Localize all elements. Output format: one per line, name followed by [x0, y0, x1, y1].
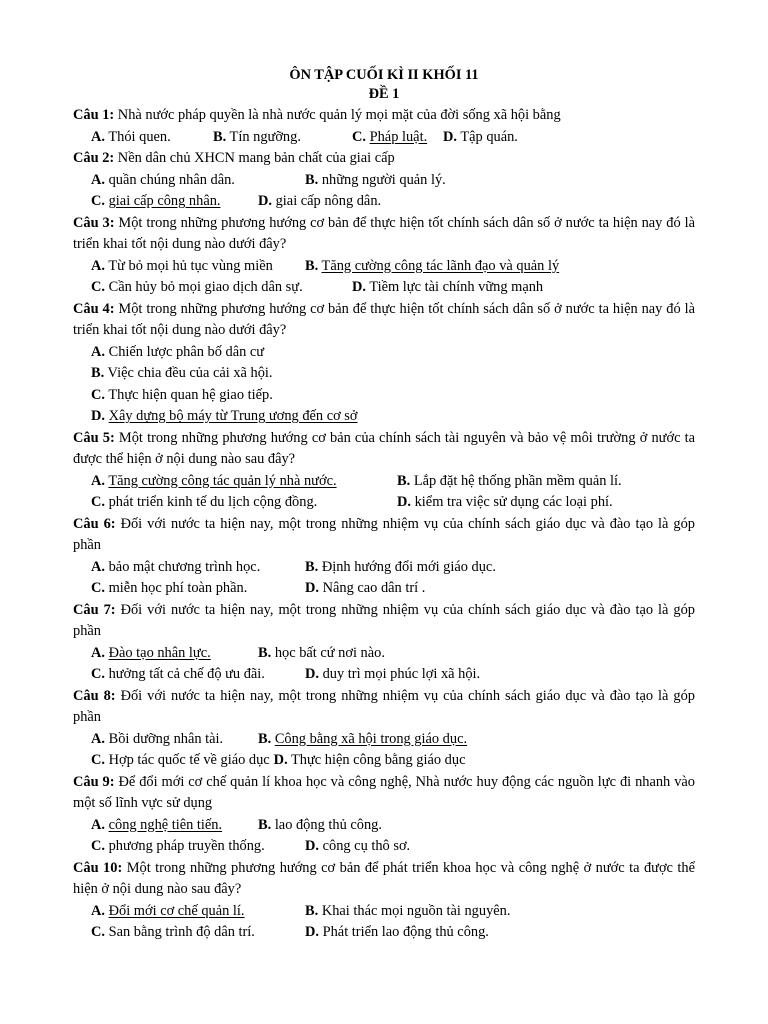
question-stem [73, 514, 695, 557]
page-title: ÔN TẬP CUỐI KÌ II KHỐI 11 [289, 67, 479, 83]
page-subtitle: ĐỀ 1 [368, 86, 400, 102]
options [73, 815, 695, 858]
options-row [91, 256, 695, 278]
question-stem [73, 213, 695, 256]
option-b: B. lao động thủ công. [258, 816, 382, 833]
question-stem [73, 105, 695, 127]
question-10 [73, 858, 695, 944]
question-label: Câu 8: [73, 687, 116, 704]
option-b: B. Tín ngưỡng. [213, 128, 301, 145]
options [73, 170, 695, 213]
question-stem [73, 428, 695, 471]
options [73, 643, 695, 686]
option-a: A. Từ bỏ mọi hủ tục vùng miền [91, 257, 273, 274]
options-row [91, 643, 695, 665]
question-4 [73, 299, 695, 428]
question-6 [73, 514, 695, 600]
options-row [91, 901, 695, 923]
options-row [91, 836, 695, 858]
question-8 [73, 686, 695, 772]
option-b: B. Định hướng đổi mới giáo dục. [305, 558, 496, 575]
question-text: Nền dân chủ XHCN mang bản chất của giai cấp [117, 150, 395, 166]
question-7 [73, 600, 695, 686]
option-d: D. Tiềm lực tài chính vững mạnh [352, 279, 544, 295]
option-b: B. Việc chia đều của cải xã hội. [91, 365, 273, 381]
options [73, 127, 695, 149]
option-a: A. bảo mật chương trình học. [91, 558, 261, 575]
option-b: B. Tăng cường công tác lãnh đạo và quản lý [305, 257, 560, 274]
option-a: A. Thói quen. [91, 128, 171, 145]
options-row [91, 385, 695, 407]
option-c: C. hưởng tất cả chế độ ưu đãi. [91, 666, 265, 682]
option-b: B. Công bằng xã hội trong giáo dục. [258, 730, 468, 747]
question-label: Câu 3: [73, 214, 115, 231]
option-d: D. Thực hiện công bằng giáo dục [273, 752, 466, 768]
option-a: A. Chiến lược phân bố dân cư [91, 343, 265, 360]
options-row [91, 363, 695, 385]
question-stem [73, 299, 695, 342]
question-text: Một trong những phương hướng cơ bản để thực hiện tốt chính sách dân số ở nước ta hiện nay đó là triển khai tốt nội dung nào dưới đây? [73, 214, 695, 252]
option-c: C. Thực hiện quan hệ giao tiếp. [91, 386, 273, 403]
option-b: B. học bất cứ nơi nào. [258, 644, 385, 661]
option-d: D. Xây dựng bộ máy từ Trung ương đến cơ sở [91, 408, 358, 424]
options-row [91, 191, 695, 213]
options-row [91, 729, 695, 751]
options-row [91, 750, 695, 772]
question-3 [73, 213, 695, 299]
option-a: A. Đổi mới cơ chế quản lí. [91, 902, 245, 919]
option-c: C. phát triển kinh tế du lịch cộng đồng. [91, 494, 318, 510]
options-row [91, 406, 695, 428]
option-d: D. giai cấp nông dân. [258, 193, 382, 209]
question-label: Câu 6: [73, 515, 116, 532]
question-9 [73, 772, 695, 858]
option-a: A. Đào tạo nhân lực. [91, 644, 211, 661]
question-label: Câu 10: [73, 859, 123, 876]
question-text: Một trong những phương hướng cơ bản để phát triển khoa học và công nghệ ở nước ta được thể hiện ở nội dung nào sau đây? [73, 859, 695, 897]
option-d: D. công cụ thô sơ. [305, 838, 411, 854]
question-text: Đối với nước ta hiện nay, một trong những nhiệm vụ của chính sách giáo dục và đào tạo là góp phần [73, 515, 695, 553]
option-a: A. quần chúng nhân dân. [91, 171, 235, 188]
options-row [91, 557, 695, 579]
question-2 [73, 148, 695, 213]
option-c: C. phương pháp truyền thống. [91, 838, 265, 854]
option-c: C. San bằng trình độ dân trí. [91, 924, 255, 940]
question-label: Câu 5: [73, 429, 115, 446]
options-row [91, 578, 695, 600]
question-text: Đối với nước ta hiện nay, một trong những nhiệm vụ của chính sách giáo dục và đào tạo là góp phần [73, 687, 695, 725]
options-row [91, 170, 695, 192]
options [73, 342, 695, 428]
options-row [91, 342, 695, 364]
question-5 [73, 428, 695, 514]
question-stem [73, 148, 695, 170]
option-d: D. kiểm tra việc sử dụng các loại phí. [397, 494, 613, 510]
question-text: Để đổi mới cơ chế quản lí khoa học và công nghệ, Nhà nước huy động các nguồn lực đi nhanh vào một số lĩnh vực sử dụng [73, 773, 695, 811]
option-c: C. Pháp luật. [352, 128, 428, 145]
question-stem [73, 686, 695, 729]
option-c: C. Hợp tác quốc tế về giáo dục [91, 752, 270, 768]
options [73, 471, 695, 514]
option-b: B. những người quản lý. [305, 171, 446, 188]
options-row [91, 471, 695, 493]
question-label: Câu 1: [73, 107, 115, 123]
question-text: Một trong những phương hướng cơ bản của chính sách tài nguyên và bảo vệ môi trường ở nước ta được thể hiện ở nội dung nào sau đây? [73, 429, 695, 467]
question-stem [73, 772, 695, 815]
options-row [91, 664, 695, 686]
question-label: Câu 7: [73, 601, 116, 618]
option-d: D. Tập quán. [443, 128, 518, 145]
options-row [91, 815, 695, 837]
options-row [91, 127, 695, 149]
option-d: D. Nâng cao dân trí . [305, 580, 426, 596]
options-row [91, 922, 695, 944]
options-row [91, 277, 695, 299]
question-label: Câu 4: [73, 300, 115, 317]
option-a: A. công nghệ tiên tiến. [91, 816, 223, 833]
option-d: D. Phát triển lao động thủ công. [305, 924, 489, 940]
question-text: Một trong những phương hướng cơ bản để thực hiện tốt chính sách dân số ở nước ta hiện nay đó là triển khai tốt nội dung nào dưới đây? [73, 300, 695, 338]
option-a: A. Bồi dưỡng nhân tài. [91, 730, 224, 747]
options-row [91, 492, 695, 514]
question-stem [73, 600, 695, 643]
option-a: A. Tăng cường công tác quản lý nhà nước. [91, 472, 337, 489]
question-text: Đối với nước ta hiện nay, một trong những nhiệm vụ của chính sách giáo dục và đào tạo là góp phần [73, 601, 695, 639]
question-label: Câu 2: [73, 150, 115, 166]
option-b: B. Khai thác mọi nguồn tài nguyên. [305, 902, 511, 919]
option-c: C. Cần hủy bỏ mọi giao dịch dân sự. [91, 279, 303, 295]
options [73, 557, 695, 600]
option-c: C. miễn học phí toàn phần. [91, 580, 248, 596]
question-label: Câu 9: [73, 773, 115, 790]
options [73, 256, 695, 299]
question-stem [73, 858, 695, 901]
option-c: C. giai cấp công nhân. [91, 193, 221, 209]
option-d: D. duy trì mọi phúc lợi xã hội. [305, 666, 481, 682]
question-1 [73, 105, 695, 148]
question-text: Nhà nước pháp quyền là nhà nước quản lý mọi mặt của đời sống xã hội bằng [117, 107, 561, 123]
options [73, 729, 695, 772]
option-b: B. Lắp đặt hệ thống phần mềm quản lí. [397, 472, 622, 489]
options [73, 901, 695, 944]
